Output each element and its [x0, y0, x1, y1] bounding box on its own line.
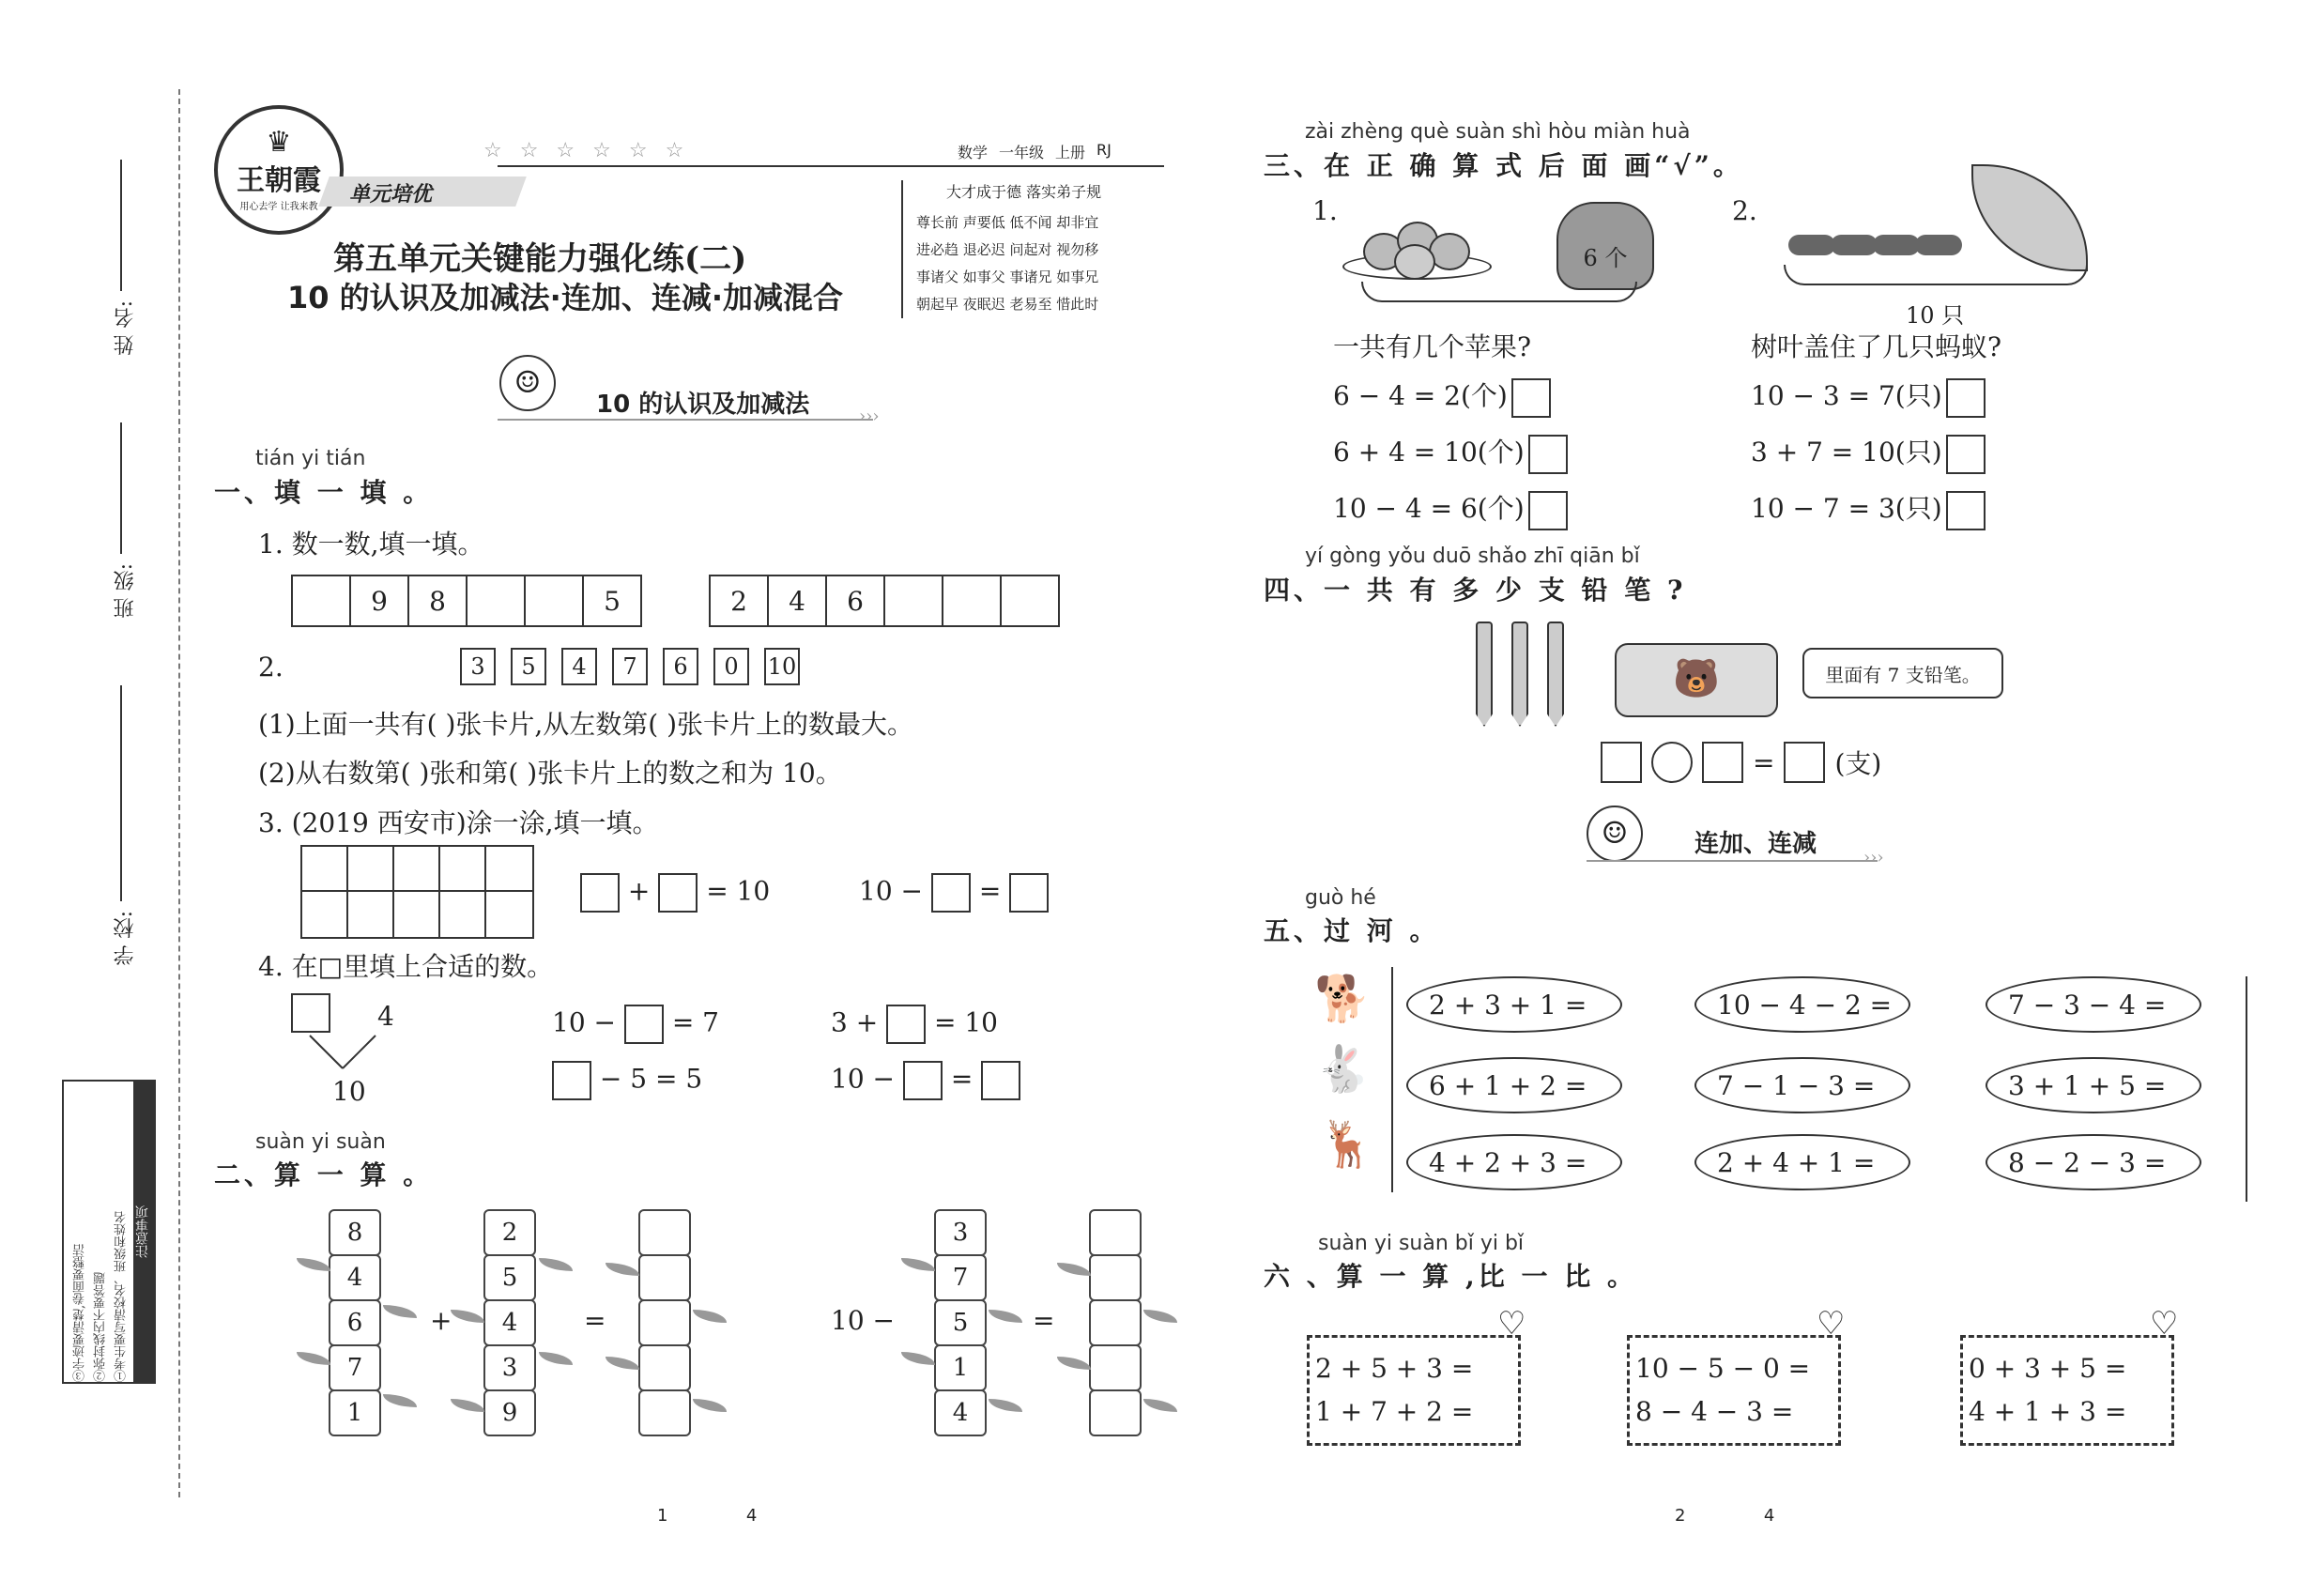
ant-icon	[1915, 235, 1962, 255]
bamboo-segment: 3	[483, 1344, 536, 1391]
bamboo-segment: 6	[329, 1299, 381, 1346]
meta-edition: RJ	[1096, 141, 1112, 159]
bamboo-leaf-icon	[989, 1399, 1022, 1412]
number-card: 3	[460, 648, 496, 685]
compare-frame	[1307, 1335, 1521, 1446]
q3-p2-option-2	[1751, 432, 1986, 474]
q4-pinyin: yí gòng yǒu duō shǎo zhī qiān bǐ	[1305, 545, 1640, 568]
number-card: 10	[764, 648, 800, 685]
ants-label: 10 只	[1906, 302, 1965, 329]
apple-plate-illustration	[1342, 214, 1488, 280]
stone-expression[interactable]: 7 − 1 − 3 =	[1694, 1057, 1910, 1113]
mascot-icon: ☺	[1587, 806, 1643, 862]
bamboo-segment: 4	[934, 1389, 987, 1436]
bamboo-segment: 4	[329, 1254, 381, 1301]
bamboo-leaf-icon	[539, 1258, 573, 1271]
q3-p1-question: 一共有几个苹果?	[1333, 331, 1532, 362]
apple-icon	[1394, 244, 1435, 280]
motto-line-1: 尊长前 声要低 低不闻 却非宜	[916, 214, 1099, 231]
bamboo-segment: 2	[483, 1209, 536, 1256]
check-box[interactable]	[1946, 435, 1986, 474]
number-cell[interactable]	[466, 575, 526, 627]
unit-label: (支)	[1834, 748, 1882, 779]
option-text: 6 + 4 = 10(个)	[1333, 437, 1525, 468]
frame-expression[interactable]: 8 − 4 − 3 =	[1635, 1396, 1794, 1427]
option-text: 10 − 4 = 6(个)	[1333, 493, 1525, 524]
q1-p3-eq1	[580, 873, 770, 913]
notes-box	[62, 1080, 156, 1384]
answer-box[interactable]	[1784, 742, 1825, 783]
bamboo-segment: 5	[483, 1254, 536, 1301]
bag-label: 6 个	[1583, 244, 1628, 271]
bamboo-answer[interactable]	[1089, 1254, 1142, 1301]
brace-apples	[1361, 282, 1637, 302]
check-box[interactable]	[1946, 378, 1986, 418]
check-box[interactable]	[1511, 378, 1551, 418]
mascot-icon: ☺	[499, 355, 556, 411]
bamboo-answer[interactable]	[1089, 1344, 1142, 1391]
river-bank-left	[1391, 967, 1393, 1192]
motto-line-4: 朝起早 夜眠迟 老易至 惜此时	[916, 296, 1099, 313]
tag-label: 单元培优	[349, 183, 433, 207]
answer-box[interactable]	[552, 1061, 591, 1100]
bamboo-leaf-icon	[901, 1352, 935, 1365]
stone-expression[interactable]: 6 + 1 + 2 =	[1406, 1057, 1622, 1113]
frame-expression[interactable]: 10 − 5 − 0 =	[1635, 1353, 1811, 1384]
q1-p4-eq4	[831, 1061, 1020, 1100]
plus-sign: +	[627, 875, 651, 907]
ant-icon	[1873, 235, 1920, 255]
section-banner-right: 连加、连减	[1694, 830, 1817, 858]
number-card: 0	[713, 648, 749, 685]
class-label: 班 级:	[114, 563, 137, 619]
q1-p4-eq2	[831, 1005, 998, 1044]
bamboo-segment: 1	[934, 1344, 987, 1391]
q2-pinyin: suàn yi suàn	[255, 1130, 386, 1154]
motto-head: 大才成于德 落实弟子规	[946, 183, 1102, 201]
pencil-case-icon: 🐻	[1615, 643, 1778, 717]
eq-start: 3 +	[831, 1006, 879, 1038]
q1-p1: 1. 数一数,填一填。	[258, 529, 484, 560]
split-diagram	[291, 993, 404, 1106]
bamboo-segment: 9	[483, 1389, 536, 1436]
river-bank-right	[2246, 976, 2247, 1202]
apple-bag	[1556, 202, 1654, 290]
pencil-icon	[1511, 622, 1528, 727]
brand-sub: 用心去学 让我来教	[239, 201, 318, 212]
bamboo-segment: 4	[483, 1299, 536, 1346]
q3-p1-option-1	[1333, 376, 1551, 418]
q5-pinyin: guò hé	[1305, 886, 1376, 910]
eq-start: 10 −	[552, 1006, 616, 1038]
page-number-left	[657, 1506, 757, 1526]
q3-p1-option-3	[1333, 488, 1568, 530]
equals-sign: =	[1753, 746, 1775, 778]
answer-box[interactable]	[981, 1061, 1020, 1100]
q1-p2-label: 2.	[258, 652, 284, 683]
q3-p2-option-3	[1751, 488, 1986, 530]
compare-frame	[1627, 1335, 1841, 1446]
answer-box[interactable]	[1009, 873, 1049, 913]
sidebar-school	[111, 685, 139, 995]
bamboo-leaf-icon	[451, 1399, 484, 1412]
binding-line	[178, 89, 180, 1497]
bamboo-segment: 7	[329, 1344, 381, 1391]
q1-p4-eq1	[552, 1005, 719, 1044]
banner-arrows-left: ›››	[859, 407, 880, 426]
q3-title: 三、在 正 确 算 式 后 面 画“√”。	[1264, 150, 1743, 181]
bamboo-segment: 8	[329, 1209, 381, 1256]
operator-circle[interactable]	[1651, 742, 1693, 783]
answer-box[interactable]	[931, 873, 971, 913]
page-title: 第五单元关键能力强化练(二)	[333, 240, 747, 278]
frame-expression[interactable]: 4 + 1 + 3 =	[1969, 1396, 2127, 1427]
bamboo-answer[interactable]	[638, 1389, 691, 1436]
number-cell[interactable]	[942, 575, 1002, 627]
number-cell[interactable]	[883, 575, 943, 627]
q3-p2-option-1	[1751, 376, 1986, 418]
answer-box[interactable]	[1601, 742, 1642, 783]
page-total: 4	[1763, 1506, 1775, 1526]
stone-expression[interactable]: 2 + 4 + 1 =	[1694, 1134, 1910, 1190]
number-cell[interactable]	[1000, 575, 1060, 627]
split-bottom: 10	[332, 1076, 366, 1107]
stone-expression[interactable]: 2 + 3 + 1 =	[1406, 976, 1622, 1033]
page-total: 4	[745, 1506, 758, 1526]
q6-title: 六 、算 一 算 ,比 一 比 。	[1264, 1261, 1637, 1292]
eq-end: = 10	[934, 1006, 998, 1038]
eq-end: = 7	[671, 1006, 719, 1038]
number-cell[interactable]: 4	[767, 575, 827, 627]
q5-title: 五、过 河 。	[1264, 915, 1440, 946]
frame-expression[interactable]: 0 + 3 + 5 =	[1969, 1353, 2127, 1384]
page-current: 2	[1675, 1506, 1686, 1526]
number-cell[interactable]: 9	[349, 575, 409, 627]
eq-sign: =	[978, 875, 1002, 907]
option-text: 10 − 7 = 3(只)	[1751, 493, 1942, 524]
heart-icon: ♡	[2150, 1305, 2179, 1343]
bamboo-leaf-icon	[693, 1310, 727, 1323]
pencil-icon	[1547, 622, 1564, 727]
note-3: ③字迹要清楚,卷面要整洁	[73, 1243, 87, 1382]
bamboo-leaf-icon	[606, 1263, 639, 1276]
compare-frame	[1960, 1335, 2174, 1446]
bamboo-col-4	[934, 1211, 987, 1436]
q1-p4-eq3	[552, 1061, 702, 1100]
answer-box[interactable]	[580, 873, 620, 913]
q4-equation	[1601, 742, 1881, 783]
banner-rule-right	[1587, 860, 1878, 862]
number-cell[interactable]: 6	[825, 575, 885, 627]
number-cell[interactable]: 2	[709, 575, 769, 627]
number-card: 7	[612, 648, 648, 685]
school-label: 学 校:	[114, 911, 137, 966]
q3-p2-num: 2.	[1732, 195, 1757, 226]
bamboo-leaf-icon	[989, 1310, 1022, 1323]
note-2: ②弥封线内不要答题	[94, 1272, 108, 1382]
ant-icon	[1831, 235, 1878, 255]
notes-title: 注意事项	[133, 1082, 154, 1382]
banner-arrows-right: ›››	[1863, 848, 1884, 867]
eq-sign: =	[950, 1063, 974, 1095]
eq-start: 10 −	[831, 1063, 895, 1095]
bamboo-leaf-icon	[606, 1357, 639, 1370]
number-card: 6	[663, 648, 698, 685]
bamboo-segment: 5	[934, 1299, 987, 1346]
q1-pinyin: tián yi tián	[255, 447, 366, 470]
heart-icon: ♡	[1817, 1305, 1846, 1343]
rating-stars: ☆ ☆ ☆ ☆ ☆ ☆	[483, 139, 690, 162]
heart-icon: ♡	[1497, 1305, 1526, 1343]
bamboo-leaf-icon	[297, 1352, 330, 1365]
number-cell[interactable]: 8	[407, 575, 468, 627]
meta-volume: 上册	[1055, 144, 1086, 161]
check-box[interactable]	[1528, 491, 1568, 530]
stone-expression[interactable]: 7 − 3 − 4 =	[1986, 976, 2201, 1033]
bamboo-segment: 7	[934, 1254, 987, 1301]
brand-logo	[214, 105, 344, 235]
speech-bubble	[1802, 648, 2003, 698]
eq-end: − 5 = 5	[599, 1063, 703, 1095]
meta-subject: 数学	[958, 144, 989, 161]
bamboo-leaf-icon	[539, 1352, 573, 1365]
number-cell[interactable]	[291, 575, 351, 627]
q1-p2b: (2)从右数第( )张和第( )张卡片上的数之和为 10。	[258, 758, 842, 789]
motto-block	[901, 180, 1188, 318]
q3-pinyin: zài zhèng què suàn shì hòu miàn huà	[1305, 120, 1691, 144]
bubble-text: 里面有 7 支铅笔。	[1825, 663, 1981, 686]
q1-p2a: (1)上面一共有( )张卡片,从左数第( )张卡片上的数最大。	[258, 709, 914, 740]
ants-illustration	[1788, 207, 1995, 272]
bamboo-leaf-icon	[693, 1399, 727, 1412]
plus-sign: +	[430, 1305, 452, 1336]
eq-end: = 10	[706, 875, 771, 907]
bamboo-leaf-icon	[1143, 1310, 1177, 1323]
bamboo-answer[interactable]	[638, 1344, 691, 1391]
stone-expression[interactable]: 3 + 1 + 5 =	[1986, 1057, 2201, 1113]
ant-icon	[1788, 235, 1835, 255]
equals-sign: =	[584, 1305, 606, 1336]
q3-p1-option-2	[1333, 432, 1568, 474]
number-row-2	[711, 575, 1060, 627]
q3-p2-question: 树叶盖住了几只蚂蚁?	[1751, 331, 2002, 362]
meta-bar	[958, 141, 1112, 162]
eq-start: 10 −	[859, 875, 923, 907]
bamboo-leaf-icon	[1057, 1263, 1091, 1276]
motto-line-3: 事诸父 如事父 事诸兄 如事兄	[916, 269, 1099, 285]
name-label: 姓 名:	[114, 300, 137, 356]
number-card: 5	[511, 648, 546, 685]
bamboo-answer[interactable]	[1089, 1389, 1142, 1436]
banner-rule-left	[498, 419, 873, 421]
section-banner-left: 10 的认识及加减法	[596, 391, 810, 419]
q2-title: 二、算 一 算 。	[214, 1159, 434, 1190]
check-box[interactable]	[1946, 491, 1986, 530]
number-cards	[460, 648, 815, 685]
motto-line-2: 进必趋 退必迟 问起对 视勿移	[916, 241, 1099, 258]
bamboo-col-1	[329, 1211, 381, 1436]
bamboo-col-3	[638, 1211, 691, 1436]
pencil-icon	[1476, 622, 1493, 727]
dog-icon: 🐕	[1314, 973, 1371, 1025]
bamboo-leaf-icon	[901, 1258, 935, 1271]
bamboo-leaf-icon	[451, 1310, 484, 1323]
q1-p4: 4. 在□里填上合适的数。	[258, 951, 554, 982]
option-text: 6 − 4 = 2(个)	[1333, 380, 1508, 411]
number-cell[interactable]	[524, 575, 584, 627]
q1-title: 一、填 一 填 。	[214, 477, 434, 508]
split-top: 4	[377, 1001, 394, 1032]
ten-frame[interactable]	[300, 845, 534, 939]
bamboo-leaf-icon	[383, 1305, 417, 1318]
q1-p3: 3. (2019 西安市)涂一涂,填一填。	[258, 807, 659, 838]
bamboo-answer[interactable]	[1089, 1209, 1142, 1256]
check-box[interactable]	[1528, 435, 1568, 474]
meta-grade: 一年级	[999, 144, 1045, 161]
number-row-1	[293, 575, 642, 627]
note-1: ①考生要写清校名、班级和姓名	[115, 1211, 129, 1382]
sidebar-class	[111, 422, 139, 638]
option-text: 3 + 7 = 10(只)	[1751, 437, 1942, 468]
equals-sign: =	[1033, 1305, 1055, 1336]
bamboo-segment: 3	[934, 1209, 987, 1256]
answer-box[interactable]	[903, 1061, 943, 1100]
bamboo-segment: 1	[329, 1389, 381, 1436]
sidebar-name	[111, 160, 139, 376]
stone-expression[interactable]: 10 − 4 − 2 =	[1694, 976, 1910, 1033]
rabbit-icon: 🐇	[1314, 1043, 1371, 1096]
bamboo-leaf-icon	[1143, 1399, 1177, 1412]
bamboo-leaf-icon	[1057, 1357, 1091, 1370]
bamboo-answer[interactable]	[638, 1209, 691, 1256]
bamboo-leaf-icon	[383, 1394, 417, 1407]
q4-title: 四、一 共 有 多 少 支 铅 笔 ?	[1264, 575, 1687, 606]
bamboo-col-2	[483, 1211, 536, 1436]
number-card: 4	[561, 648, 597, 685]
deer-icon: 🦌	[1319, 1118, 1375, 1171]
minus-prefix: 10 −	[831, 1305, 895, 1336]
frame-expression[interactable]: 2 + 5 + 3 =	[1315, 1353, 1474, 1384]
answer-box[interactable]	[624, 1005, 664, 1044]
brand-crown-icon: ♛	[266, 125, 292, 159]
q3-p1-num: 1.	[1312, 195, 1338, 226]
answer-box[interactable]	[886, 1005, 926, 1044]
bamboo-leaf-icon	[297, 1258, 330, 1271]
q1-p3-eq2	[859, 873, 1049, 913]
bamboo-col-5	[1089, 1211, 1142, 1436]
answer-box[interactable]	[1702, 742, 1743, 783]
page-current: 1	[657, 1506, 668, 1526]
answer-box[interactable]	[658, 873, 698, 913]
bamboo-answer[interactable]	[638, 1254, 691, 1301]
brace-ants	[1784, 265, 2088, 285]
q6-pinyin: suàn yi suàn bǐ yi bǐ	[1318, 1232, 1525, 1255]
page-subtitle: 10 的认识及加减法·连加、连减·加减混合	[287, 280, 843, 315]
brand-name: 王朝霞	[237, 163, 321, 197]
stone-expression[interactable]: 8 − 2 − 3 =	[1986, 1134, 2201, 1190]
option-text: 10 − 3 = 7(只)	[1751, 380, 1942, 411]
bamboo-answer[interactable]	[638, 1299, 691, 1346]
bamboo-answer[interactable]	[1089, 1299, 1142, 1346]
frame-expression[interactable]: 1 + 7 + 2 =	[1315, 1396, 1474, 1427]
number-cell[interactable]: 5	[582, 575, 642, 627]
header-rule	[498, 165, 1164, 167]
page-number-right	[1675, 1506, 1774, 1526]
stone-expression[interactable]: 4 + 2 + 3 =	[1406, 1134, 1622, 1190]
